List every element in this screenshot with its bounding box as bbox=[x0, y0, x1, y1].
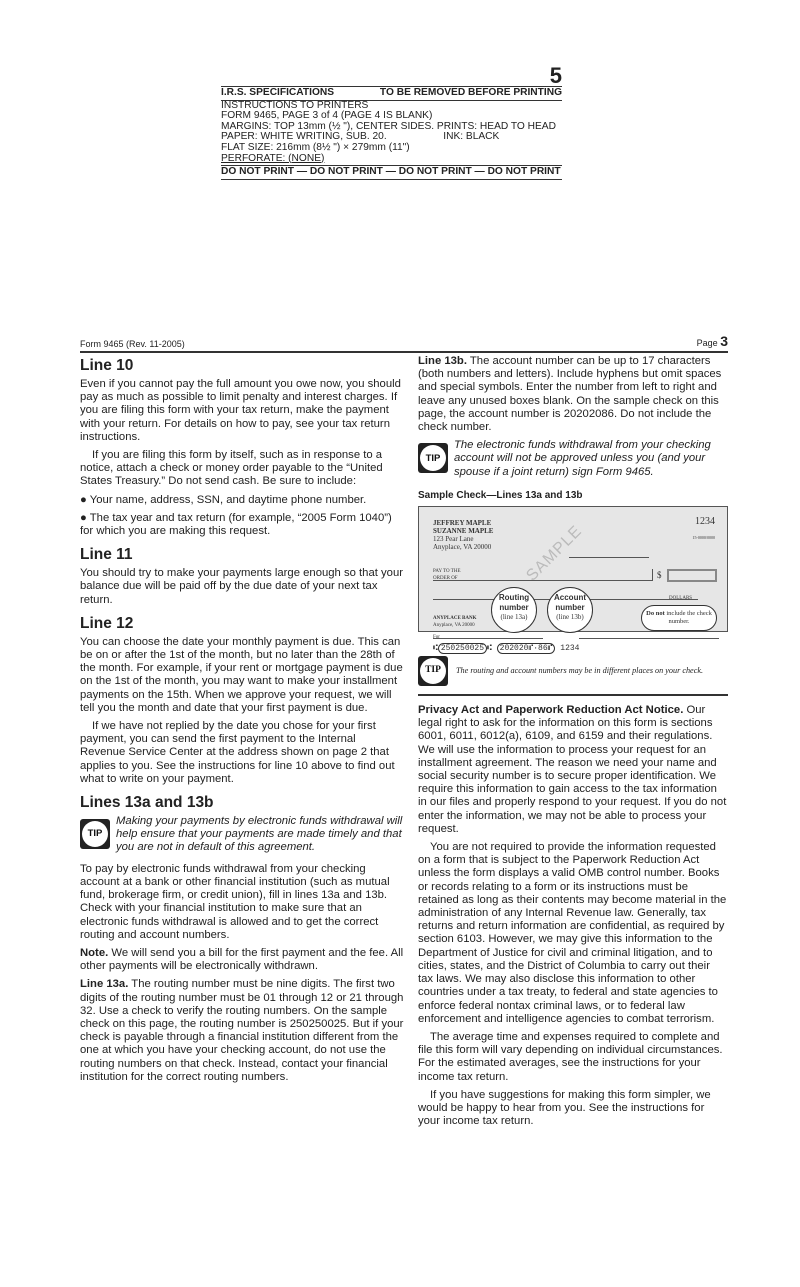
paragraph: If you have suggestions for making this form simpler, we would be happy to hear from you. See the instructions for your income tax return. bbox=[418, 1088, 711, 1128]
spec-perforate: PERFORATE: (NONE) bbox=[221, 152, 325, 164]
line-13a-label: Line 13a. bbox=[80, 978, 129, 991]
line-13a-paragraph bbox=[80, 978, 404, 1084]
line-13b-paragraph bbox=[418, 355, 728, 434]
paragraph: If we have not replied by the date you chose for your first payment, you can send the first payment to the Internal Revenue Service Center at the address shown on page 2 that applies to you. See the instructions for line 10 above to find out what to write on your payment. bbox=[80, 720, 395, 785]
tip-icon bbox=[418, 443, 448, 473]
amount-box bbox=[667, 569, 717, 582]
paragraph: If you are filing this form by itself, such as in response to a notice, attach a check or money order payable to the “United States Treasury.” Do not send cash. Be sure to include: bbox=[80, 449, 383, 488]
account-number-callout bbox=[547, 587, 593, 633]
right-column bbox=[418, 355, 728, 1133]
payee-line-end bbox=[652, 569, 653, 581]
spec-line: MARGINS: TOP 13mm (½ "), CENTER SIDES. PRINTS: HEAD TO HEAD bbox=[221, 120, 556, 132]
check-address-1: 123 Pear Lane bbox=[433, 535, 474, 544]
sample-check bbox=[418, 506, 728, 654]
tip-text: Making your payments by electronic funds withdrawal will help ensure that your payments are made timely and that you are not in default of this agreement. bbox=[116, 815, 403, 854]
check-number-callout bbox=[641, 605, 717, 631]
paragraph: You can choose the date your monthly payment is due. This can be on or after the 1st of the month, but no later than the 28th of the month. For example, if your rent or mortgage payment is due on the 1st of the month, you may want to make your installment payments on the 15th. When we approve your request, we will tell you the month and date that your first payment is due. bbox=[80, 635, 403, 714]
spec-page-number: 5 bbox=[549, 63, 562, 88]
pay-to-label-2: ORDER OF bbox=[433, 576, 458, 582]
heading-line-10: Line 10 bbox=[80, 357, 134, 374]
tip-box bbox=[80, 815, 404, 855]
left-column bbox=[80, 355, 404, 1089]
spec-remove-note: TO BE REMOVED BEFORE PRINTING bbox=[379, 87, 562, 98]
page-number: 3 bbox=[720, 333, 728, 349]
tip-label: TIP bbox=[420, 445, 446, 471]
tip-box bbox=[418, 656, 728, 686]
dollar-sign: $ bbox=[657, 570, 662, 581]
callout-label: Account number bbox=[554, 593, 586, 613]
bullet-item: ● Your name, address, SSN, and daytime phone number. bbox=[80, 493, 367, 506]
signature-line bbox=[579, 638, 719, 639]
callout-line: (line 13a) bbox=[500, 613, 528, 622]
tip-icon bbox=[80, 819, 110, 849]
payee-line bbox=[433, 580, 653, 581]
bank-name: ANYPLACE BANK bbox=[433, 616, 477, 622]
memo-label: For bbox=[433, 635, 440, 641]
spec-line: FLAT SIZE: 216mm (8½ ") × 279mm (11") bbox=[221, 141, 410, 153]
tip-label: TIP bbox=[420, 658, 446, 684]
tip-text: The electronic funds withdrawal from your checking account will not be approved unless you (and your spouse if a joint return) sign Form 9465. bbox=[454, 439, 711, 478]
paragraph: The average time and expenses required to complete and file this form will vary depending on individual circumstances. For the estimated averages, see the instructions for your income tax return. bbox=[418, 1030, 723, 1083]
note-text: We will send you a bill for the first payment and the fee. All other payments will be electronically withdrawn. bbox=[80, 946, 404, 973]
paragraph: To pay by electronic funds withdrawal from your checking account at a bank or other financial institution (such as mutual fund, brokerage firm, or credit union), fill in lines 13a and 13b. Check with your financial institution to make sure that an electronic funds withdrawal is allowed and to get the correct routing and account numbers. bbox=[80, 862, 390, 941]
micr-account: 202020⑈·86⑈ bbox=[497, 643, 556, 654]
spec-line: PAPER: WHITE WRITING, SUB. 20. INK: BLACK bbox=[221, 131, 500, 143]
callout-text: include the check number. bbox=[664, 610, 712, 626]
pay-to-label-1: PAY TO THE bbox=[433, 569, 461, 575]
tip-icon bbox=[418, 656, 448, 686]
note-label: Note. bbox=[80, 946, 109, 959]
dollars-label: DOLLARS bbox=[669, 596, 693, 602]
callout-emphasis: Do not bbox=[646, 610, 665, 618]
privacy-paragraph bbox=[418, 704, 728, 836]
line-13a-text: The routing number must be nine digits. The first two digits of the routing number must be 01 through 12 or 21 through 32. Use a check to verify the routing numbers. On the sample check on this page, the routing number is 250250025. But if your check is payable through a financial institution different from the one at which you have your checking account, do not use the routing numbers on that check. Instead, contact your financial institution for the correct routing numbers. bbox=[80, 978, 404, 1083]
spec-do-not-print: DO NOT PRINT — DO NOT PRINT — DO NOT PRINT — DO NOT PRINT bbox=[221, 165, 562, 180]
heading-lines-13a-13b: Lines 13a and 13b bbox=[80, 794, 214, 812]
callout-line: (line 13b) bbox=[556, 613, 584, 622]
privacy-text: Our legal right to ask for the information on this form is sections 6001, 6011, 6012(a), 6109, and 6159 and their regulations. We will use the information to process your request for an installment agreement. The reason we need your name and social security number is to secure proper identification. We require this information to gain access to the tax information in our files and properly respond to your request. If you do not enter the information, we may not be able to process your request. bbox=[418, 704, 727, 835]
check-name-2: SUZANNE MAPLE bbox=[433, 527, 494, 536]
check-caption: Sample Check—Lines 13a and 13b bbox=[418, 489, 583, 501]
page-indicator bbox=[697, 333, 728, 349]
spec-title: I.R.S. SPECIFICATIONS bbox=[221, 87, 335, 98]
check-fraction: 15-0000/0000 bbox=[692, 535, 715, 541]
page-label: Page bbox=[696, 338, 718, 348]
check-address-2: Anyplace, VA 20000 bbox=[433, 543, 492, 552]
routing-number-callout bbox=[491, 587, 537, 633]
sample-watermark: SAMPLE bbox=[523, 522, 586, 585]
memo-line bbox=[433, 638, 543, 639]
date-line bbox=[569, 557, 649, 558]
paragraph: You should try to make your payments large enough so that your balance due will be paid off by the due date of your next tax return. bbox=[80, 567, 403, 606]
form-revision: Form 9465 (Rev. 11-2005) bbox=[80, 339, 185, 349]
spec-line: FORM 9465, PAGE 3 of 4 (PAGE 4 IS BLANK) bbox=[221, 110, 433, 122]
paragraph: You are not required to provide the information requested on a form that is subject to the Paperwork Reduction Act unless the form displays a valid OMB control number. Books or records relating to a form or its instructions must be retained as long as their contents may become material in the administration of any Internal Revenue law. Generally, tax returns and return information are confidential, as required by section 6103. However, we may give this information to the Department of Justice for civil and criminal litigation, and to cities, states, and the District of Columbia to carry out their tax laws. We may also disclose this information to other countries under a tax treaty, to federal and state agencies to enforce federal nontax criminal laws, or to federal law enforcement and intelligence agencies to combat terrorism. bbox=[418, 841, 727, 1025]
page-header bbox=[80, 333, 728, 353]
line-13b-text: The account number can be up to 17 characters (both numbers and letters). Include hyphens but omit spaces and special symbols. Enter the number from left to right and leave any unused boxes blank. On the sample check on this page, the account number is 20202086. Do not include the check number. bbox=[418, 355, 722, 434]
spec-line: INSTRUCTIONS TO PRINTERS bbox=[221, 99, 369, 111]
micr-routing: 250250025 bbox=[438, 643, 487, 654]
privacy-heading: Privacy Act and Paperwork Reduction Act Notice. bbox=[418, 704, 684, 717]
check-name-1: JEFFREY MAPLE bbox=[433, 519, 492, 528]
bank-address: Anyplace, VA 20000 bbox=[433, 623, 475, 629]
spec-title-row bbox=[221, 86, 562, 101]
printer-specifications bbox=[221, 63, 562, 180]
paragraph: Even if you cannot pay the full amount you owe now, you should pay as much as possible to limit penalty and interest charges. If you are filing this form with your tax return, make the payment with your return. For details on how to pay, see your tax return instructions. bbox=[80, 378, 401, 443]
micr-check-number: 1234 bbox=[560, 644, 580, 654]
tip-box bbox=[418, 439, 728, 479]
check-number: 1234 bbox=[695, 516, 715, 528]
tip-label: TIP bbox=[82, 821, 108, 847]
section-divider bbox=[418, 694, 728, 696]
note-paragraph bbox=[80, 947, 404, 973]
callout-label: Routing number bbox=[498, 593, 530, 613]
bullet-item: ● The tax year and tax return (for example, “2005 Form 1040”) for which you are making this request. bbox=[80, 511, 392, 538]
heading-line-12: Line 12 bbox=[80, 614, 134, 632]
micr-line: ⑆ 250250025 ⑆ 202020⑈·86⑈ 1234 bbox=[433, 644, 580, 654]
line-13b-label: Line 13b. bbox=[418, 355, 467, 367]
tip-text: The routing and account numbers may be in different places on your check. bbox=[456, 666, 704, 676]
heading-line-11: Line 11 bbox=[80, 546, 133, 564]
